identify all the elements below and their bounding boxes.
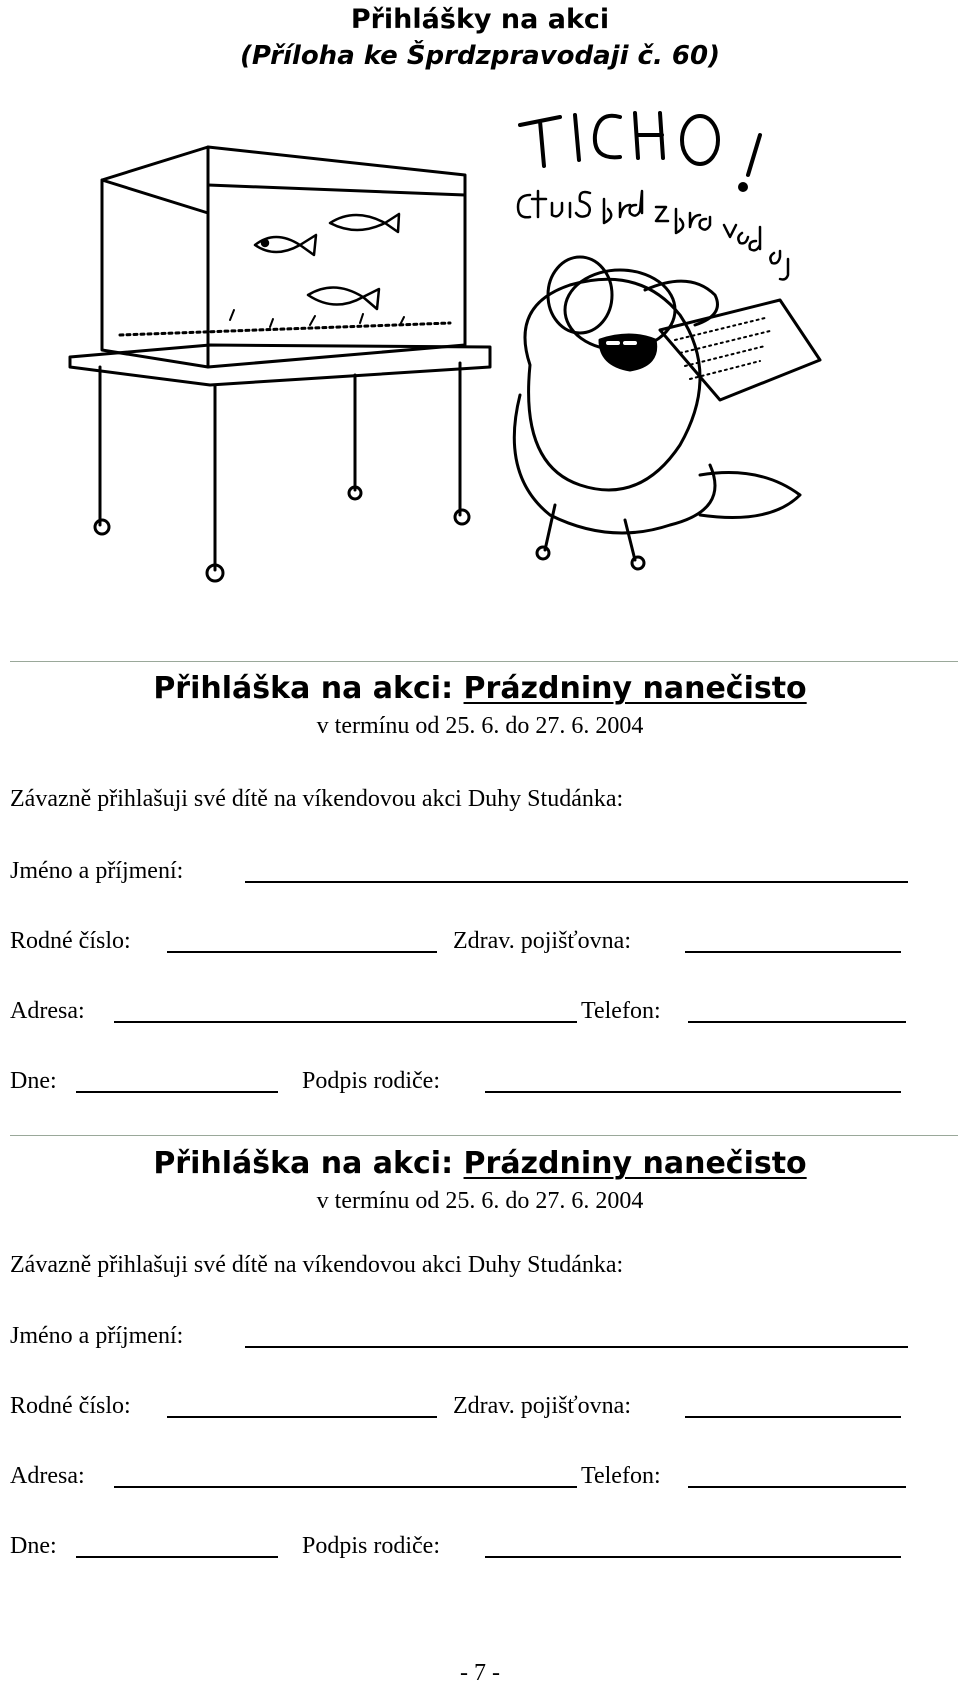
- form-title-event: Prázdniny nanečisto: [463, 1146, 807, 1181]
- insurance-field[interactable]: [685, 951, 901, 953]
- form-title-event: Prázdniny nanečisto: [463, 671, 807, 706]
- insurance-label: Zdrav. pojišťovna:: [453, 928, 631, 954]
- phone-field[interactable]: [688, 1021, 906, 1023]
- address-field[interactable]: [114, 1486, 577, 1488]
- form-intro: Závazně přihlašuji své dítě na víkendovou akci Duhy Studánka:: [10, 1252, 624, 1278]
- form-title-prefix: Přihláška na akci:: [153, 1146, 454, 1181]
- form-term: v termínu od 25. 6. do 27. 6. 2004: [316, 1188, 644, 1214]
- date-label: Dne:: [10, 1533, 57, 1559]
- name-row: [10, 856, 910, 890]
- signature-label: Podpis rodiče:: [302, 1068, 440, 1094]
- phone-label: Telefon:: [581, 998, 661, 1024]
- name-row: [10, 1321, 910, 1355]
- birth-number-label: Rodné číslo:: [10, 928, 131, 954]
- name-label: Jméno a příjmení:: [10, 1323, 184, 1349]
- date-signature-row: [10, 1066, 910, 1100]
- aquarium: [102, 147, 465, 367]
- phone-field[interactable]: [688, 1486, 906, 1488]
- form-title: [0, 1144, 960, 1184]
- address-label: Adresa:: [10, 1463, 85, 1489]
- name-field[interactable]: [245, 881, 908, 883]
- section-divider: [10, 661, 958, 662]
- address-field[interactable]: [114, 1021, 577, 1023]
- address-phone-row: [10, 996, 910, 1030]
- date-label: Dne:: [10, 1068, 57, 1094]
- page-number: - 7 -: [460, 1660, 500, 1686]
- form-title: [0, 669, 960, 709]
- name-field[interactable]: [245, 1346, 908, 1348]
- signature-label: Podpis rodiče:: [302, 1533, 440, 1559]
- section-divider: [10, 1135, 958, 1136]
- registration-form-1: [0, 669, 960, 1109]
- address-label: Adresa:: [10, 998, 85, 1024]
- signature-field[interactable]: [485, 1091, 901, 1093]
- registration-form-2: [0, 1144, 960, 1584]
- birth-insurance-row: [10, 1391, 910, 1425]
- address-phone-row: [10, 1461, 910, 1495]
- fish-group: [255, 214, 399, 309]
- birth-number-field[interactable]: [167, 1416, 437, 1418]
- page-subtitle: (Příloha ke Šprdzpravodaji č. 60): [240, 41, 720, 71]
- date-field[interactable]: [76, 1091, 278, 1093]
- insurance-label: Zdrav. pojišťovna:: [453, 1393, 631, 1419]
- signature-field[interactable]: [485, 1556, 901, 1558]
- birth-number-label: Rodné číslo:: [10, 1393, 131, 1419]
- insurance-field[interactable]: [685, 1416, 901, 1418]
- cartoon-illustration: [60, 95, 900, 635]
- table: [70, 345, 490, 581]
- phone-label: Telefon:: [581, 1463, 661, 1489]
- birth-number-field[interactable]: [167, 951, 437, 953]
- birth-insurance-row: [10, 926, 910, 960]
- page-title: Přihlášky na akci: [350, 4, 610, 35]
- reading-character: [514, 257, 820, 569]
- form-term: v termínu od 25. 6. do 27. 6. 2004: [316, 713, 644, 739]
- form-title-prefix: Přihláška na akci:: [153, 671, 454, 706]
- name-label: Jméno a příjmení:: [10, 858, 184, 884]
- date-field[interactable]: [76, 1556, 278, 1558]
- page-header: [0, 2, 960, 74]
- ticho-lettering: [520, 113, 760, 190]
- date-signature-row: [10, 1531, 910, 1565]
- form-intro: Závazně přihlašuji své dítě na víkendovou akci Duhy Studánka:: [10, 786, 624, 812]
